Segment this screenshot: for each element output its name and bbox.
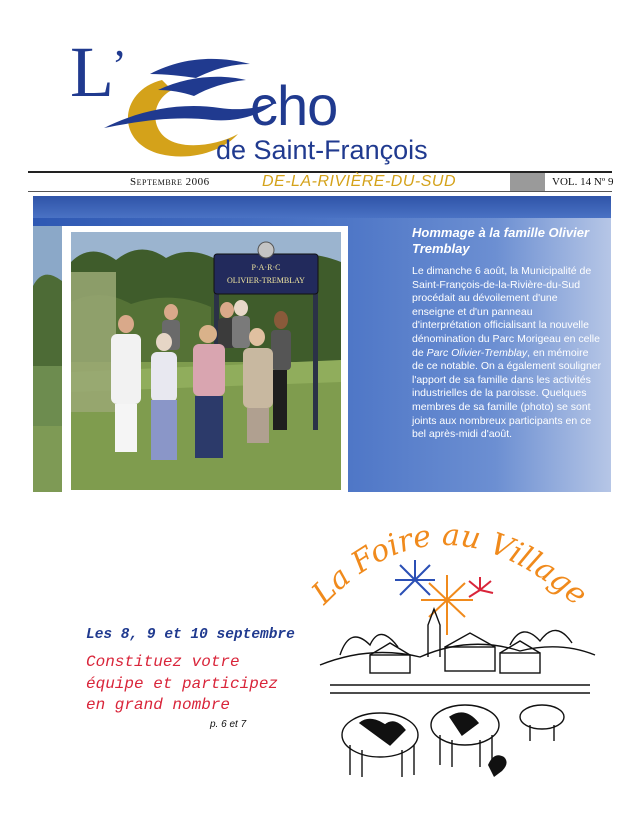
cows-icon: [342, 705, 564, 777]
photo-left-strip: [33, 226, 62, 492]
feature-band-top: [33, 196, 611, 218]
family-photo: [71, 232, 341, 490]
issue-date: Septembre 2006: [130, 176, 210, 188]
invite-line-3: en grand nombre: [86, 696, 231, 714]
invite-line-2: équipe et participez: [86, 674, 279, 693]
fair-title-text: La Foire au Village: [305, 517, 594, 613]
photo-sign-line1: P·A·R·C: [251, 263, 281, 272]
article-body-text-2: , en mémoire de ce notable. On a également souligner l'apport de sa famille dans les activités industrielles de la paroisse. Quelques membres de sa famille (photo) se sont joints aux nombreux participants en ce bel après-midi d'août.: [412, 346, 602, 441]
fair-dates: Les 8, 9 et 10 septembre: [86, 627, 295, 643]
page-reference: p. 6 et 7: [210, 719, 247, 730]
volume-number: VOL. 14 Nº 9: [552, 176, 614, 188]
rooster-icon: [488, 755, 507, 777]
farm-illustration: [310, 585, 600, 785]
logo-word-cho: cho: [250, 74, 338, 137]
photo-sign-line2: OLIVIER-TREMBLAY: [227, 276, 305, 285]
article-body-italic: Parc Olivier-Tremblay: [426, 346, 528, 359]
invite-line-1: Constituez votre: [86, 653, 240, 671]
article-body-text-1: Le dimanche 6 août, la Municipalité de Saint-François-de-la-Rivière-du-Sud procédait au dévoilement d'une enseigne et d'un panneau d'interprétation officialisant la nouvelle dénomination du Parc Morigeau en celle de: [412, 265, 600, 359]
logo-letter-l: L: [70, 32, 114, 112]
logo-apostrophe: ’: [112, 41, 127, 90]
logo-subtitle: de Saint-François: [216, 135, 428, 165]
article-title: Hommage à la famille Olivier Tremblay: [412, 225, 590, 256]
fair-invitation: [86, 652, 278, 717]
masthead-tagline: DE-LA-RIVIÈRE-DU-SUD: [262, 173, 457, 190]
masthead-rule-bottom: [28, 191, 612, 192]
masthead-grey-block: [510, 173, 545, 192]
article-body: [412, 265, 602, 442]
